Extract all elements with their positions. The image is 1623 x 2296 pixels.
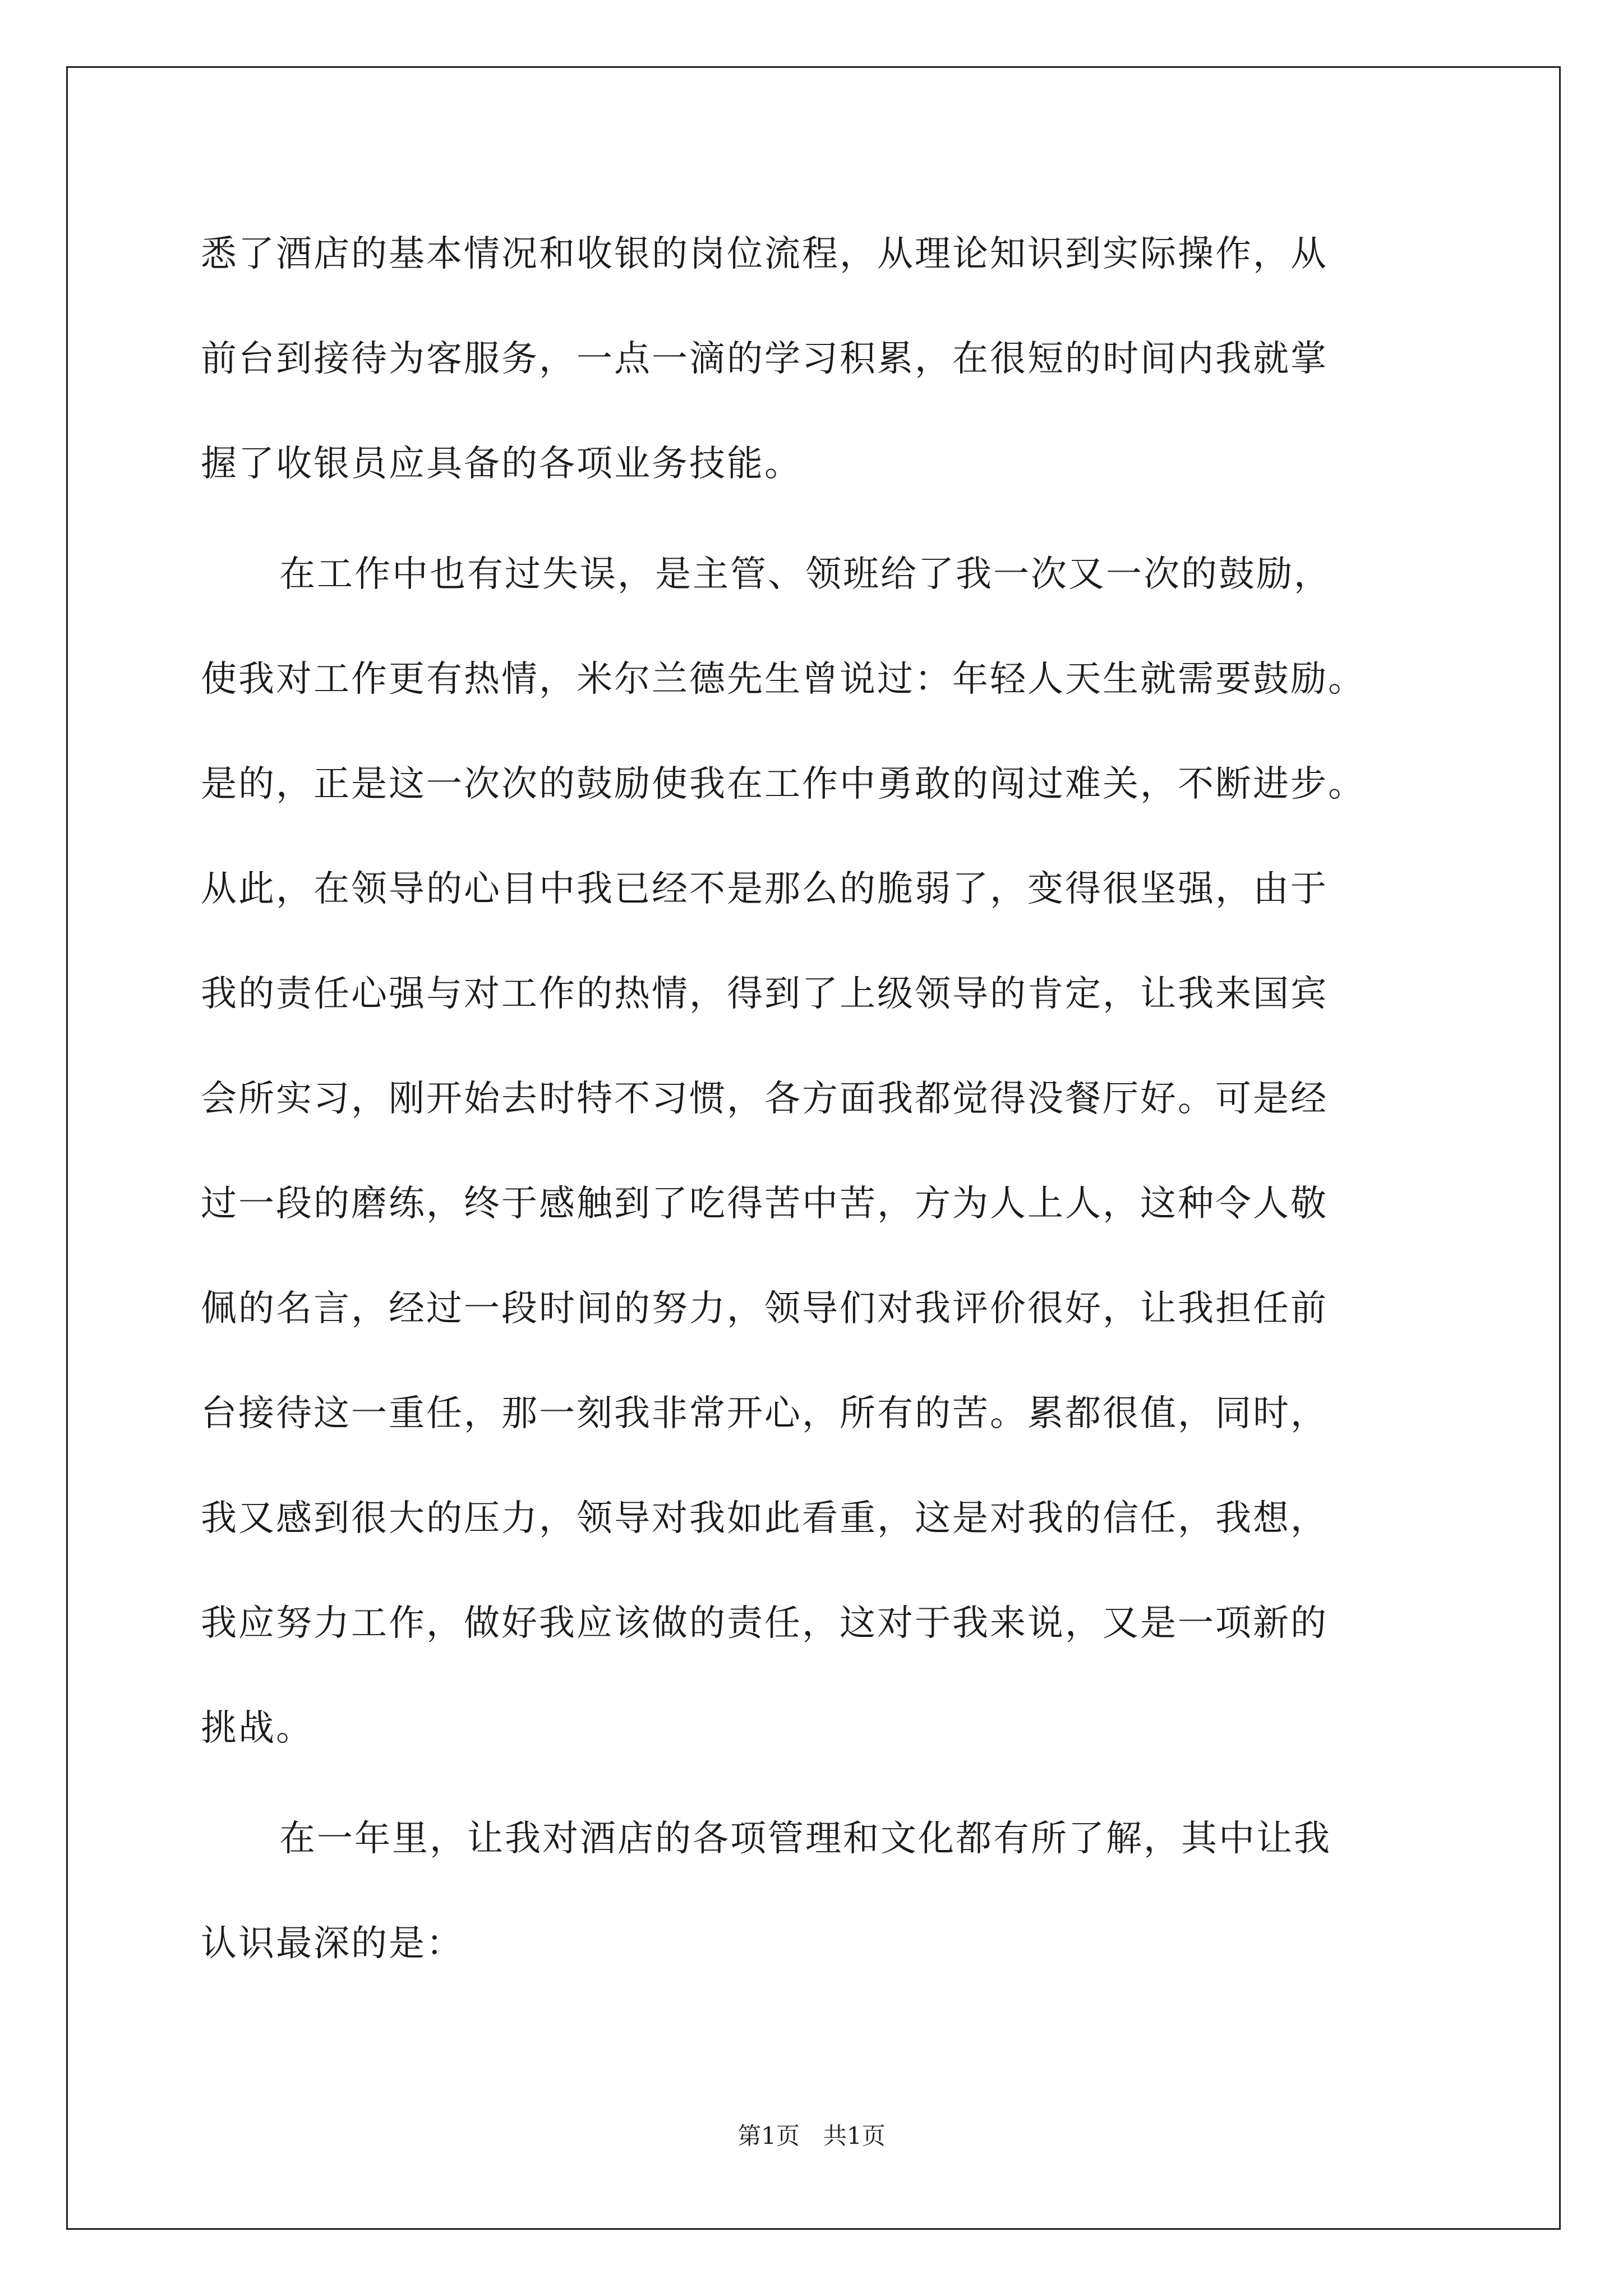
paragraph-gap: [201, 517, 1435, 522]
body-line: 佩的名言，经过一段时间的努力，领导们对我评价很好，让我担任前: [201, 1288, 1328, 1329]
body-line: 前台到接待为客服务，一点一滴的学习积累，在很短的时间内我就掌: [201, 338, 1328, 380]
body-line: 在一年里，让我对酒店的各项管理和文化都有所了解，其中让我: [279, 1818, 1331, 1860]
body-line: 会所实习，刚开始去时特不习惯，各方面我都觉得没餐厅好。可是经: [201, 1078, 1328, 1120]
body-line: 从此，在领导的心目中我已经不是那么的脆弱了，变得很坚强，由于: [201, 868, 1328, 910]
document-body: [201, 202, 1435, 1996]
body-line: 我又感到很大的压力，领导对我如此看重，这是对我的信任，我想，: [201, 1498, 1328, 1539]
body-line: 挑战。: [201, 1708, 313, 1749]
body-line: 是的，正是这一次次的鼓励使我在工作中勇敢的闯过难关，不断进步。: [201, 763, 1366, 805]
body-line: 握了收银员应具备的各项业务技能。: [201, 443, 802, 485]
body-line: 我应努力工作，做好我应该做的责任，这对于我来说，又是一项新的: [201, 1603, 1328, 1644]
body-line: 悉了酒店的基本情况和收银的岗位流程，从理论知识到实际操作，从: [201, 233, 1328, 275]
page-number: 第1页 共1页: [737, 2122, 886, 2150]
body-line: 在工作中也有过失误，是主管、领班给了我一次又一次的鼓励，: [279, 554, 1331, 595]
body-line: 认识最深的是：: [201, 1923, 464, 1964]
paragraph-gap: [201, 1781, 1435, 1787]
body-line: 使我对工作更有热情，米尔兰德先生曾说过：年轻人天生就需要鼓励。: [201, 659, 1366, 700]
body-line: 过一段的磨练，终于感触到了吃得苦中苦，方为人上人，这种令人敬: [201, 1183, 1328, 1225]
body-line: 台接待这一重任，那一刻我非常开心，所有的苦。累都很值，同时，: [201, 1393, 1328, 1434]
body-line: 我的责任心强与对工作的热情，得到了上级领导的肯定，让我来国宾: [201, 973, 1328, 1015]
